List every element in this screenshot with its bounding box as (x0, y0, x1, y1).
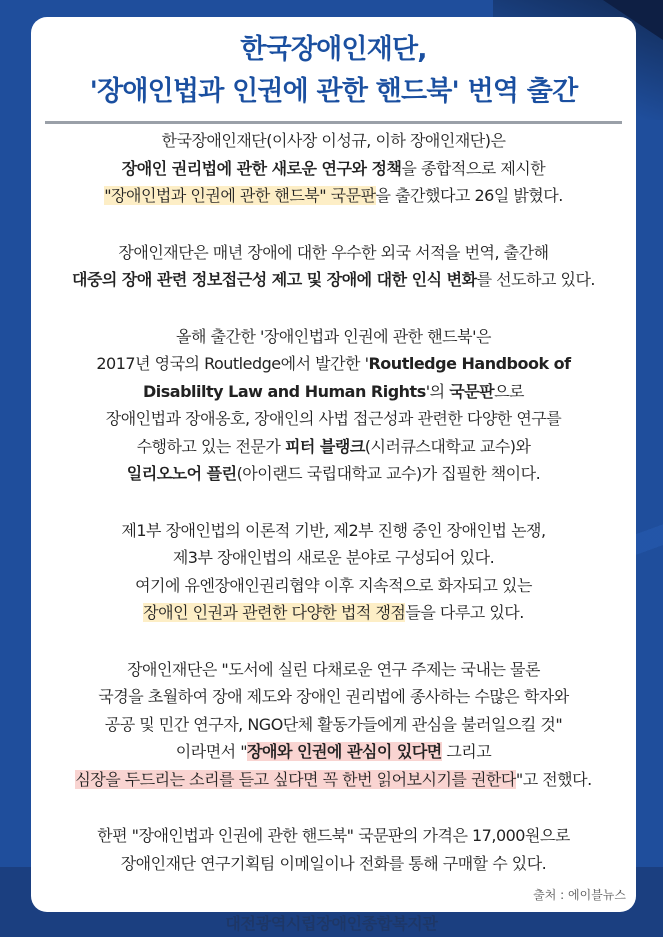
p3-line-2-start: 2017년 영국의 Routledge에서 발간한 ' (96, 354, 369, 373)
p1-line-3-rest: 을 출간했다고 26일 밝혔다. (375, 186, 563, 205)
p4-line-3: 여기에 유엔장애인권리협약 이후 지속적으로 화자되고 있는 (135, 575, 532, 595)
p3-line-3 (31, 378, 636, 406)
p5-line-4-start: 이라면서 " (175, 742, 248, 761)
headline-line-1: 한국장애인재단, (240, 34, 427, 65)
p3-line-5-start: 수행하고 있는 전문가 (136, 436, 285, 456)
p5-line-1: 장애인재단은 "도서에 실린 다채로운 연구 주제는 국내는 물론 (127, 659, 540, 679)
headline (31, 29, 636, 113)
p1-line-3 (31, 182, 636, 210)
p2-line-2 (31, 266, 636, 294)
p1-line-1: 한국장애인재단(이사장 이성규, 이하 장애인재단)은 (161, 131, 506, 150)
p3-original-title-part-1: Routledge Handbook of (368, 354, 571, 373)
p6-line-2: 장애인재단 연구기획팀 이메일이나 전화를 통해 구매할 수 있다. (120, 853, 547, 873)
p3-original-title-part-2: Disablilty Law and Human Rights (143, 381, 426, 401)
p1-bold-phrase: 장애인 권리법에 관한 새로운 연구와 정책 (121, 158, 402, 178)
p3-line-1: 올해 출간한 '장애인법과 인권에 관한 핸드북'은 (176, 326, 491, 346)
p5-line-4 (31, 738, 636, 766)
p5-highlight-recommendation: 심장을 두드리는 소리를 듣고 싶다면 꼭 한번 읽어보시기를 권한다 (75, 769, 516, 789)
paragraph-3 (31, 323, 636, 488)
article-body (31, 127, 636, 906)
p3-line-4: 장애인법과 장애옹호, 장애인의 사법 접근성과 관련한 다양한 연구를 (105, 409, 562, 428)
p4-line-4 (31, 599, 636, 627)
p1-line-2-rest: 을 종합적으로 제시한 (401, 158, 546, 178)
p3-line-3-end: 으로 (494, 381, 524, 401)
p2-line-1: 장애인재단은 매년 장애에 대한 우수한 외국 서적을 번역, 출간해 (118, 242, 549, 262)
p1-highlight-book-title: "장애인법과 인권에 관한 핸드북" 국문판 (104, 186, 376, 205)
paragraph-6 (31, 822, 636, 877)
p6-line-1: 한편 "장애인법과 인권에 관한 핸드북" 국문판의 가격은 17,000원으로 (97, 826, 570, 845)
p4-highlight-legal-issues: 장애인 인권과 관련한 다양한 법적 쟁점 (143, 603, 406, 622)
p5-line-4-end: 그리고 (441, 742, 492, 761)
p5-highlight-interest: 장애와 인권에 관심이 있다면 (247, 742, 442, 761)
p3-line-6-end: (아이랜드 국립대학교 교수)가 집필한 책이다. (236, 464, 541, 483)
p3-author-2: 일리오노어 플린 (126, 464, 237, 483)
p3-line-2 (31, 350, 636, 378)
p3-line-6 (31, 460, 636, 488)
p4-line-2: 제3부 장애인법의 새로운 분야로 구성되어 있다. (172, 548, 495, 567)
paragraph-2 (31, 239, 636, 294)
footer-organization: 대전광역시립장애인종합복지관 (225, 914, 438, 933)
article-card (31, 17, 636, 912)
p2-bold-phrase: 대중의 장애 관련 정보접근성 제고 및 장애에 대한 인식 변화 (71, 270, 477, 289)
headline-divider (45, 121, 622, 124)
p3-line-5-end: (시러큐스대학교 교수)와 (364, 436, 531, 456)
p5-line-2: 국경을 초월하여 장애 제도와 장애인 권리법에 종사하는 수많은 학자와 (98, 687, 569, 706)
p1-line-2 (31, 155, 636, 183)
p5-line-3: 공공 및 민간 연구자, NGO단체 활동가들에게 관심을 불러일으킬 것" (104, 714, 563, 734)
p4-line-4-rest: 들을 다루고 있다. (405, 603, 524, 622)
p5-line-5-rest: "고 전했다. (515, 769, 592, 789)
headline-line-2: '장애인법과 인권에 관한 핸드북' 번역 출간 (89, 76, 578, 107)
p2-line-2-rest: 를 선도하고 있다. (476, 270, 596, 289)
p5-line-5 (31, 766, 636, 794)
p3-line-5 (31, 433, 636, 461)
p3-line-3-mid: '의 (425, 381, 450, 401)
p3-author-1: 피터 블랭크 (284, 436, 365, 456)
paragraph-4 (31, 517, 636, 627)
paragraph-5 (31, 656, 636, 794)
paragraph-1 (31, 127, 636, 210)
p3-korean-edition: 국문판 (449, 381, 495, 401)
p4-line-1: 제1부 장애인법의 이론적 기반, 제2부 진행 중인 장애인법 논쟁, (121, 520, 546, 540)
source-credit: 출처 : 에이블뉴스 (533, 888, 626, 902)
